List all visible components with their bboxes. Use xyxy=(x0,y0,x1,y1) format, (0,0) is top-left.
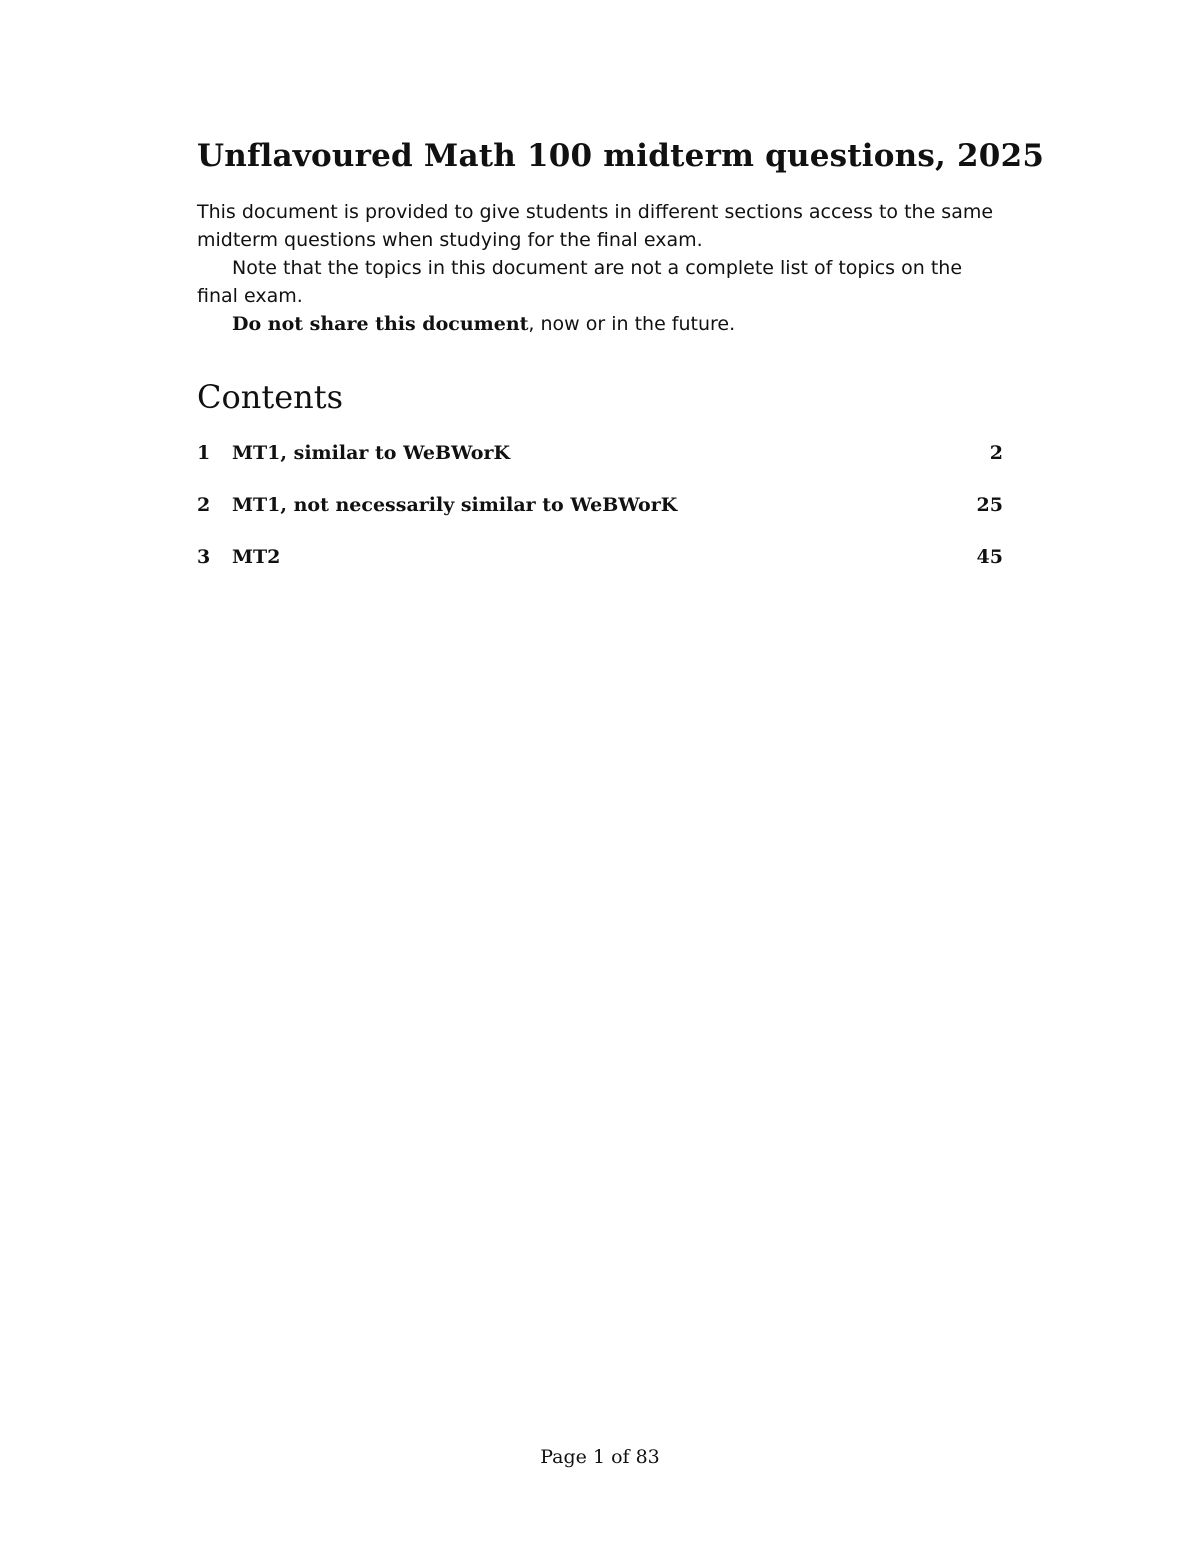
toc-entry-label: MT1, similar to WeBWorK xyxy=(232,442,510,464)
toc-entry-page: 45 xyxy=(976,546,1003,568)
toc-entry-label: MT2 xyxy=(232,546,281,568)
intro-paragraph-warning xyxy=(197,310,1007,338)
warning-suffix: , now or in the future. xyxy=(528,313,736,335)
toc-entry-mt1-not-webwork[interactable] xyxy=(197,492,1003,518)
page-number-footer: Page 1 of 83 xyxy=(540,1446,660,1468)
toc-entry-page: 25 xyxy=(976,494,1003,516)
do-not-share-warning: Do not share this document xyxy=(232,313,529,335)
toc-entry-mt2[interactable] xyxy=(197,544,1003,570)
toc-entry-number: 1 xyxy=(197,442,211,464)
contents-heading: Contents xyxy=(197,378,344,416)
toc-entry-label: MT1, not necessarily similar to WeBWorK xyxy=(232,494,678,516)
intro-section xyxy=(197,198,1007,338)
toc-entry-mt1-webwork[interactable] xyxy=(197,440,1003,466)
toc-entry-number: 3 xyxy=(197,546,211,568)
intro-paragraph-access: This document is provided to give students in different sections access to the same midterm questions when studying for the final exam. xyxy=(197,201,994,251)
toc-entry-number: 2 xyxy=(197,494,211,516)
table-of-contents xyxy=(197,440,1003,596)
intro-paragraph-topics: Note that the topics in this document are not a complete list of topics on the final exam. xyxy=(197,257,963,307)
document-title: Unflavoured Math 100 midterm questions, 2025 xyxy=(197,138,1045,174)
toc-entry-page: 2 xyxy=(989,442,1003,464)
